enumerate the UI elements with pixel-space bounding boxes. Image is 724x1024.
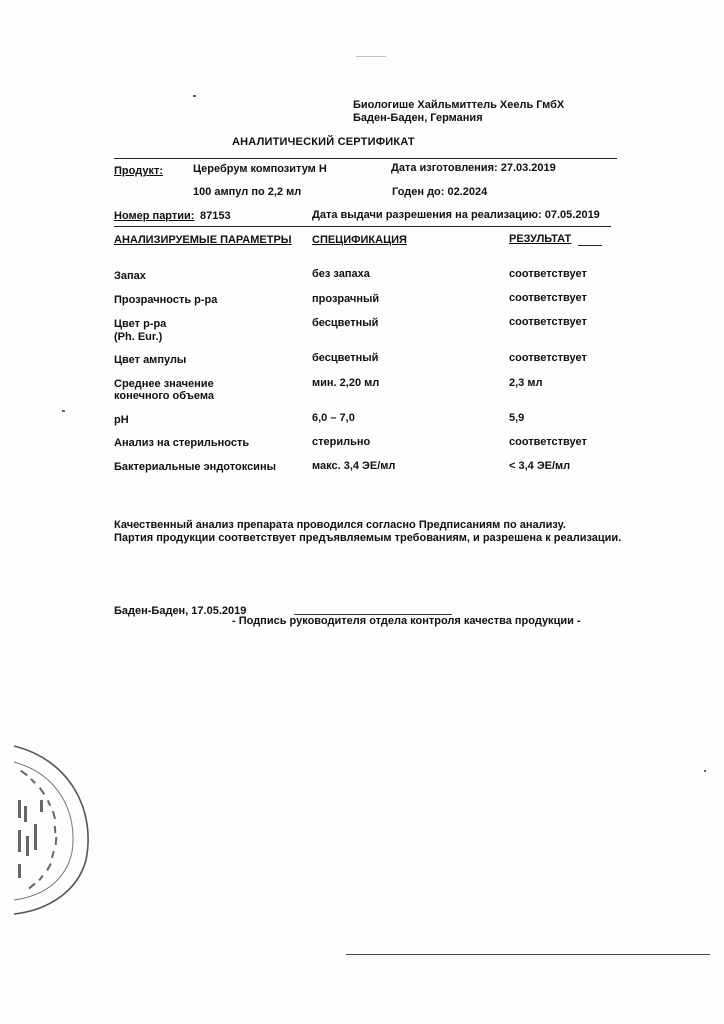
- spec-cell: бесцветный: [312, 352, 379, 364]
- result-cell: 2,3 мл: [509, 377, 543, 389]
- param-cell-sub: (Ph. Eur.): [114, 331, 163, 343]
- param-cell: pH: [114, 414, 129, 426]
- scan-speck: [62, 410, 65, 412]
- divider: [346, 954, 710, 955]
- spec-cell: макс. 3,4 ЭЕ/мл: [312, 460, 396, 472]
- header-parameters: АНАЛИЗИРУЕМЫЕ ПАРАМЕТРЫ: [114, 234, 292, 246]
- spec-cell: без запаха: [312, 268, 370, 280]
- param-cell-sub: конечного объема: [114, 390, 214, 402]
- expiry-date: Годен до: 02.2024: [392, 186, 488, 198]
- scan-speck: [193, 95, 196, 97]
- result-cell: соответствует: [509, 268, 587, 280]
- signature-place-date: Баден-Баден, 17.05.2019: [114, 605, 247, 617]
- batch-number: 87153: [200, 210, 231, 222]
- param-cell: Бактериальные эндотоксины: [114, 461, 276, 473]
- param-cell: Прозрачность р-ра: [114, 294, 218, 306]
- statement-line-1: Качественный анализ препарата проводился согласно Предписаниям по анализу.: [114, 519, 566, 531]
- product-packaging: 100 ампул по 2,2 мл: [193, 186, 302, 198]
- param-cell: Анализ на стерильность: [114, 437, 250, 449]
- scan-speck: [704, 770, 706, 772]
- stamp: [0, 740, 110, 920]
- spec-cell: 6,0 – 7,0: [312, 412, 355, 424]
- result-cell: < 3,4 ЭЕ/мл: [509, 460, 571, 472]
- spec-cell: мин. 2,20 мл: [312, 377, 380, 389]
- release-date: Дата выдачи разрешения на реализацию: 07.05.2019: [312, 209, 600, 221]
- spec-cell: стерильно: [312, 436, 371, 448]
- divider: [114, 226, 611, 227]
- statement-line-2: Партия продукции соответствует предъявляемым требованиям, и разрешена к реализации.: [114, 532, 622, 544]
- param-cell: Среднее значение: [114, 378, 214, 390]
- result-cell: соответствует: [509, 316, 587, 328]
- result-cell: 5,9: [509, 412, 525, 424]
- result-cell: соответствует: [509, 436, 587, 448]
- product-label: Продукт:: [114, 165, 163, 177]
- batch-label: Номер партии:: [114, 210, 195, 222]
- divider: [114, 158, 617, 159]
- param-cell: Цвет р-ра: [114, 318, 167, 330]
- param-cell: Запах: [114, 270, 146, 282]
- company-city: Баден-Баден, Германия: [353, 112, 483, 124]
- company-name: Биологише Хайльмиттель Хеель ГмбХ: [353, 99, 565, 111]
- param-cell: Цвет ампулы: [114, 354, 187, 366]
- header-result: РЕЗУЛЬТАТ: [509, 233, 572, 245]
- page-title: АНАЛИТИЧЕСКИЙ СЕРТИФИКАТ: [232, 136, 415, 148]
- scan-speck: [356, 56, 386, 57]
- spec-cell: прозрачный: [312, 293, 380, 305]
- manufacture-date: Дата изготовления: 27.03.2019: [391, 162, 556, 174]
- result-cell: соответствует: [509, 352, 587, 364]
- product-name: Церебрум композитум Н: [193, 163, 327, 175]
- result-cell: соответствует: [509, 292, 587, 304]
- stamp-icon: [0, 740, 110, 920]
- spec-cell: бесцветный: [312, 317, 379, 329]
- signature-caption: - Подпись руководителя отдела контроля качества продукции -: [232, 615, 581, 627]
- header-specification: СПЕЦИФИКАЦИЯ: [312, 234, 407, 246]
- divider: [578, 245, 602, 246]
